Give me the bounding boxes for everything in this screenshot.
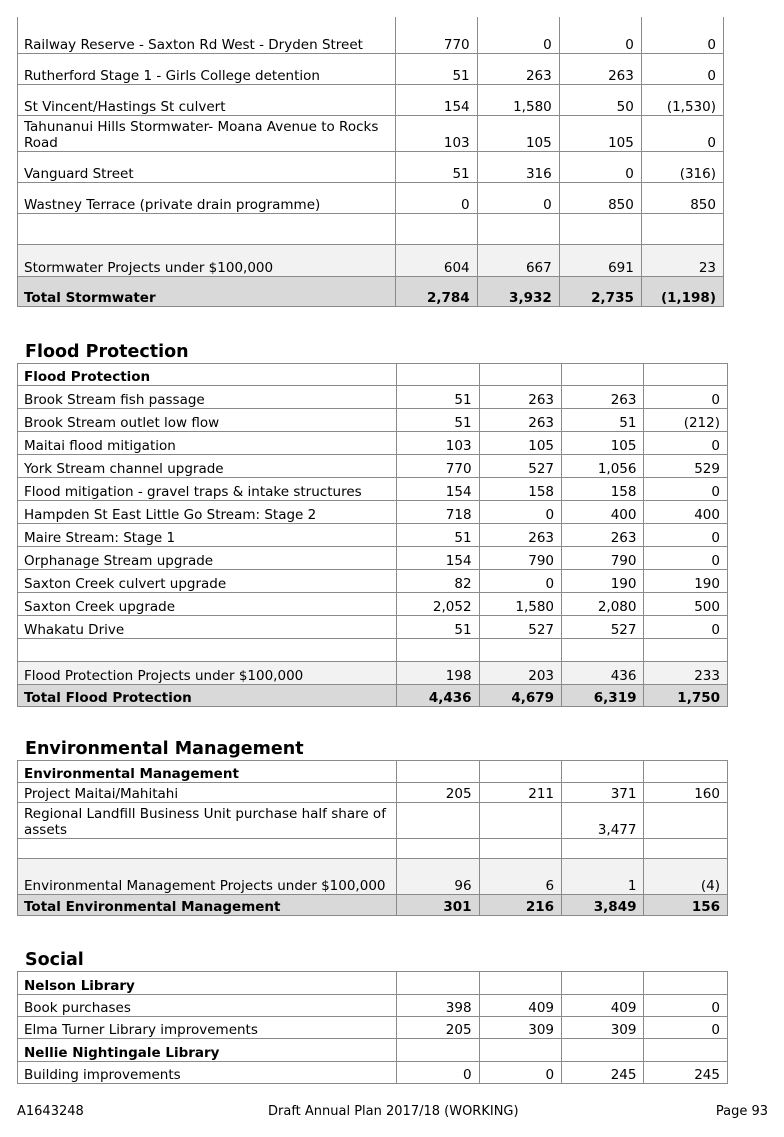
value-cell: 154 <box>395 84 477 115</box>
value-cell <box>644 839 728 859</box>
empty-cell <box>562 972 644 995</box>
row-label: Wastney Terrace (private drain programme) <box>18 182 396 213</box>
table-row <box>18 616 728 639</box>
value-cell: 1,750 <box>644 685 728 707</box>
empty-cell <box>397 972 479 995</box>
value-cell <box>562 639 644 662</box>
table-row <box>18 213 724 244</box>
value-cell: 96 <box>397 859 479 895</box>
value-cell: 4,679 <box>479 685 561 707</box>
value-cell: 1,056 <box>562 455 644 478</box>
value-cell: 790 <box>479 547 561 570</box>
value-cell: 156 <box>644 895 728 916</box>
value-cell: 0 <box>644 386 728 409</box>
value-cell: 301 <box>397 895 479 916</box>
value-cell: 850 <box>641 182 723 213</box>
empty-cell <box>562 1039 644 1062</box>
row-label: Environmental Management Projects under $100,000 <box>18 859 397 895</box>
value-cell <box>397 803 479 839</box>
row-label: Brook Stream fish passage <box>18 386 397 409</box>
row-label: Total Stormwater <box>18 276 396 306</box>
value-cell: 263 <box>562 386 644 409</box>
row-label <box>18 639 397 662</box>
value-cell: 51 <box>562 409 644 432</box>
row-label: Railway Reserve - Saxton Rd West - Dryden Street <box>18 17 396 53</box>
table-row <box>18 455 728 478</box>
value-cell <box>397 639 479 662</box>
value-cell: 409 <box>479 995 561 1017</box>
value-cell: 0 <box>644 616 728 639</box>
table-row <box>18 524 728 547</box>
row-label: St Vincent/Hastings St culvert <box>18 84 396 115</box>
value-cell: 1,580 <box>479 593 561 616</box>
value-cell: 527 <box>479 455 561 478</box>
value-cell: 0 <box>477 17 559 53</box>
value-cell: 500 <box>644 593 728 616</box>
value-cell: 103 <box>395 115 477 151</box>
table-row <box>18 409 728 432</box>
value-cell: 0 <box>644 547 728 570</box>
value-cell: 6,319 <box>562 685 644 707</box>
row-label: Book purchases <box>18 995 397 1017</box>
value-cell: 23 <box>641 244 723 276</box>
value-cell: 154 <box>397 547 479 570</box>
value-cell: 50 <box>559 84 641 115</box>
value-cell: (316) <box>641 151 723 182</box>
value-cell <box>397 839 479 859</box>
table-row <box>18 662 728 685</box>
value-cell: 263 <box>477 53 559 84</box>
value-cell <box>479 839 561 859</box>
value-cell: 529 <box>644 455 728 478</box>
row-label: Orphanage Stream upgrade <box>18 547 397 570</box>
value-cell: 527 <box>562 616 644 639</box>
value-cell: 158 <box>562 478 644 501</box>
value-cell: 51 <box>395 151 477 182</box>
empty-cell <box>562 761 644 783</box>
value-cell: 0 <box>644 1017 728 1039</box>
row-label: Total Environmental Management <box>18 895 397 916</box>
table-row <box>18 432 728 455</box>
table-row <box>18 803 728 839</box>
row-label: Total Flood Protection <box>18 685 397 707</box>
empty-cell <box>644 972 728 995</box>
empty-cell <box>479 761 561 783</box>
flood-section-title: Flood Protection <box>25 342 189 362</box>
value-cell: 309 <box>479 1017 561 1039</box>
value-cell: 409 <box>562 995 644 1017</box>
value-cell: 2,052 <box>397 593 479 616</box>
row-label: Maitai flood mitigation <box>18 432 397 455</box>
value-cell: 51 <box>395 53 477 84</box>
empty-cell <box>479 972 561 995</box>
table-row <box>18 17 724 53</box>
table-row <box>18 151 724 182</box>
value-cell: 1 <box>562 859 644 895</box>
table-row <box>18 859 728 895</box>
value-cell <box>644 639 728 662</box>
value-cell: 604 <box>395 244 477 276</box>
table-row <box>18 639 728 662</box>
row-label: York Stream channel upgrade <box>18 455 397 478</box>
value-cell <box>477 213 559 244</box>
value-cell: 6 <box>479 859 561 895</box>
value-cell: 398 <box>397 995 479 1017</box>
value-cell: 245 <box>562 1062 644 1084</box>
value-cell: 400 <box>644 501 728 524</box>
table-row <box>18 685 728 707</box>
group-header: Environmental Management <box>18 761 397 783</box>
table-row <box>18 84 724 115</box>
row-label: Building improvements <box>18 1062 397 1084</box>
value-cell: 0 <box>641 115 723 151</box>
value-cell <box>562 839 644 859</box>
row-label: Project Maitai/Mahitahi <box>18 783 397 803</box>
group-header-row <box>18 972 728 995</box>
group-header-row <box>18 761 728 783</box>
value-cell: 263 <box>479 524 561 547</box>
value-cell: 316 <box>477 151 559 182</box>
row-label: Maire Stream: Stage 1 <box>18 524 397 547</box>
value-cell: 263 <box>479 386 561 409</box>
value-cell: 51 <box>397 616 479 639</box>
value-cell <box>559 213 641 244</box>
value-cell: 160 <box>644 783 728 803</box>
value-cell: 216 <box>479 895 561 916</box>
value-cell: 0 <box>477 182 559 213</box>
value-cell: 2,735 <box>559 276 641 306</box>
value-cell: 245 <box>644 1062 728 1084</box>
value-cell: 0 <box>641 17 723 53</box>
value-cell: 0 <box>644 524 728 547</box>
value-cell <box>479 803 561 839</box>
value-cell: 198 <box>397 662 479 685</box>
value-cell: 154 <box>397 478 479 501</box>
table-row <box>18 547 728 570</box>
value-cell: 105 <box>477 115 559 151</box>
table-row <box>18 386 728 409</box>
table-row <box>18 1062 728 1084</box>
value-cell: 0 <box>479 1062 561 1084</box>
value-cell: 105 <box>562 432 644 455</box>
social-section-title: Social <box>25 950 84 970</box>
empty-cell <box>397 761 479 783</box>
table-row <box>18 501 728 524</box>
table-row <box>18 1017 728 1039</box>
table-row <box>18 570 728 593</box>
value-cell: 103 <box>397 432 479 455</box>
value-cell: 0 <box>644 995 728 1017</box>
value-cell: 51 <box>397 409 479 432</box>
env-table <box>17 760 728 916</box>
empty-cell <box>644 761 728 783</box>
value-cell: 0 <box>559 151 641 182</box>
table-row <box>18 995 728 1017</box>
empty-cell <box>397 364 479 386</box>
group-header: Nelson Library <box>18 972 397 995</box>
empty-cell <box>397 1039 479 1062</box>
value-cell: 1,580 <box>477 84 559 115</box>
value-cell: 2,080 <box>562 593 644 616</box>
empty-cell <box>479 364 561 386</box>
value-cell: 0 <box>644 478 728 501</box>
group-header: Flood Protection <box>18 364 397 386</box>
row-label <box>18 213 396 244</box>
value-cell: 718 <box>397 501 479 524</box>
row-label <box>18 839 397 859</box>
value-cell: 263 <box>479 409 561 432</box>
row-label: Hampden St East Little Go Stream: Stage 2 <box>18 501 397 524</box>
value-cell: 263 <box>562 524 644 547</box>
value-cell: (1,530) <box>641 84 723 115</box>
table-row <box>18 895 728 916</box>
value-cell: 0 <box>641 53 723 84</box>
footer-page-number: Page 93 <box>715 1104 768 1119</box>
value-cell: 105 <box>479 432 561 455</box>
empty-cell <box>562 364 644 386</box>
table-row <box>18 593 728 616</box>
value-cell: 436 <box>562 662 644 685</box>
footer-title: Draft Annual Plan 2017/18 (WORKING) <box>268 1104 519 1119</box>
value-cell: 527 <box>479 616 561 639</box>
value-cell: 190 <box>562 570 644 593</box>
social-table <box>17 971 728 1084</box>
env-section-title: Environmental Management <box>25 739 304 759</box>
value-cell: 211 <box>479 783 561 803</box>
value-cell: 3,477 <box>562 803 644 839</box>
value-cell: 190 <box>644 570 728 593</box>
value-cell: 2,784 <box>395 276 477 306</box>
value-cell <box>644 803 728 839</box>
empty-cell <box>644 1039 728 1062</box>
row-label: Tahunanui Hills Stormwater- Moana Avenue to Rocks Road <box>18 115 396 151</box>
row-label: Saxton Creek culvert upgrade <box>18 570 397 593</box>
empty-cell <box>644 364 728 386</box>
table-row <box>18 244 724 276</box>
value-cell: 770 <box>397 455 479 478</box>
value-cell: (4) <box>644 859 728 895</box>
value-cell: 850 <box>559 182 641 213</box>
value-cell: 309 <box>562 1017 644 1039</box>
value-cell: 770 <box>395 17 477 53</box>
group-header-row <box>18 364 728 386</box>
value-cell: 0 <box>397 1062 479 1084</box>
value-cell: 790 <box>562 547 644 570</box>
value-cell: 105 <box>559 115 641 151</box>
value-cell: 4,436 <box>397 685 479 707</box>
value-cell: 691 <box>559 244 641 276</box>
value-cell: 0 <box>559 17 641 53</box>
value-cell: 205 <box>397 1017 479 1039</box>
table-row <box>18 182 724 213</box>
value-cell: 82 <box>397 570 479 593</box>
footer-doc-id: A1643248 <box>17 1104 84 1119</box>
value-cell: 371 <box>562 783 644 803</box>
table-row <box>18 478 728 501</box>
value-cell: 0 <box>644 432 728 455</box>
value-cell: 0 <box>479 570 561 593</box>
row-label: Brook Stream outlet low flow <box>18 409 397 432</box>
value-cell: 203 <box>479 662 561 685</box>
value-cell: 400 <box>562 501 644 524</box>
empty-cell <box>479 1039 561 1062</box>
value-cell: 0 <box>479 501 561 524</box>
table-row <box>18 115 724 151</box>
row-label: Flood Protection Projects under $100,000 <box>18 662 397 685</box>
value-cell: 205 <box>397 783 479 803</box>
row-label: Flood mitigation - gravel traps & intake structures <box>18 478 397 501</box>
table-row <box>18 783 728 803</box>
value-cell: 158 <box>479 478 561 501</box>
flood-table <box>17 363 728 707</box>
group-header-row <box>18 1039 728 1062</box>
value-cell: 51 <box>397 386 479 409</box>
table-row <box>18 839 728 859</box>
value-cell: (212) <box>644 409 728 432</box>
row-label: Rutherford Stage 1 - Girls College detention <box>18 53 396 84</box>
row-label: Whakatu Drive <box>18 616 397 639</box>
value-cell: 3,849 <box>562 895 644 916</box>
value-cell <box>641 213 723 244</box>
value-cell: (1,198) <box>641 276 723 306</box>
row-label: Stormwater Projects under $100,000 <box>18 244 396 276</box>
value-cell: 233 <box>644 662 728 685</box>
value-cell: 51 <box>397 524 479 547</box>
stormwater-table <box>17 17 724 307</box>
table-row <box>18 276 724 306</box>
table-row <box>18 53 724 84</box>
value-cell <box>395 213 477 244</box>
value-cell <box>479 639 561 662</box>
row-label: Regional Landfill Business Unit purchase half share of assets <box>18 803 397 839</box>
value-cell: 263 <box>559 53 641 84</box>
value-cell: 667 <box>477 244 559 276</box>
group-header: Nellie Nightingale Library <box>18 1039 397 1062</box>
row-label: Elma Turner Library improvements <box>18 1017 397 1039</box>
value-cell: 0 <box>395 182 477 213</box>
row-label: Saxton Creek upgrade <box>18 593 397 616</box>
row-label: Vanguard Street <box>18 151 396 182</box>
value-cell: 3,932 <box>477 276 559 306</box>
